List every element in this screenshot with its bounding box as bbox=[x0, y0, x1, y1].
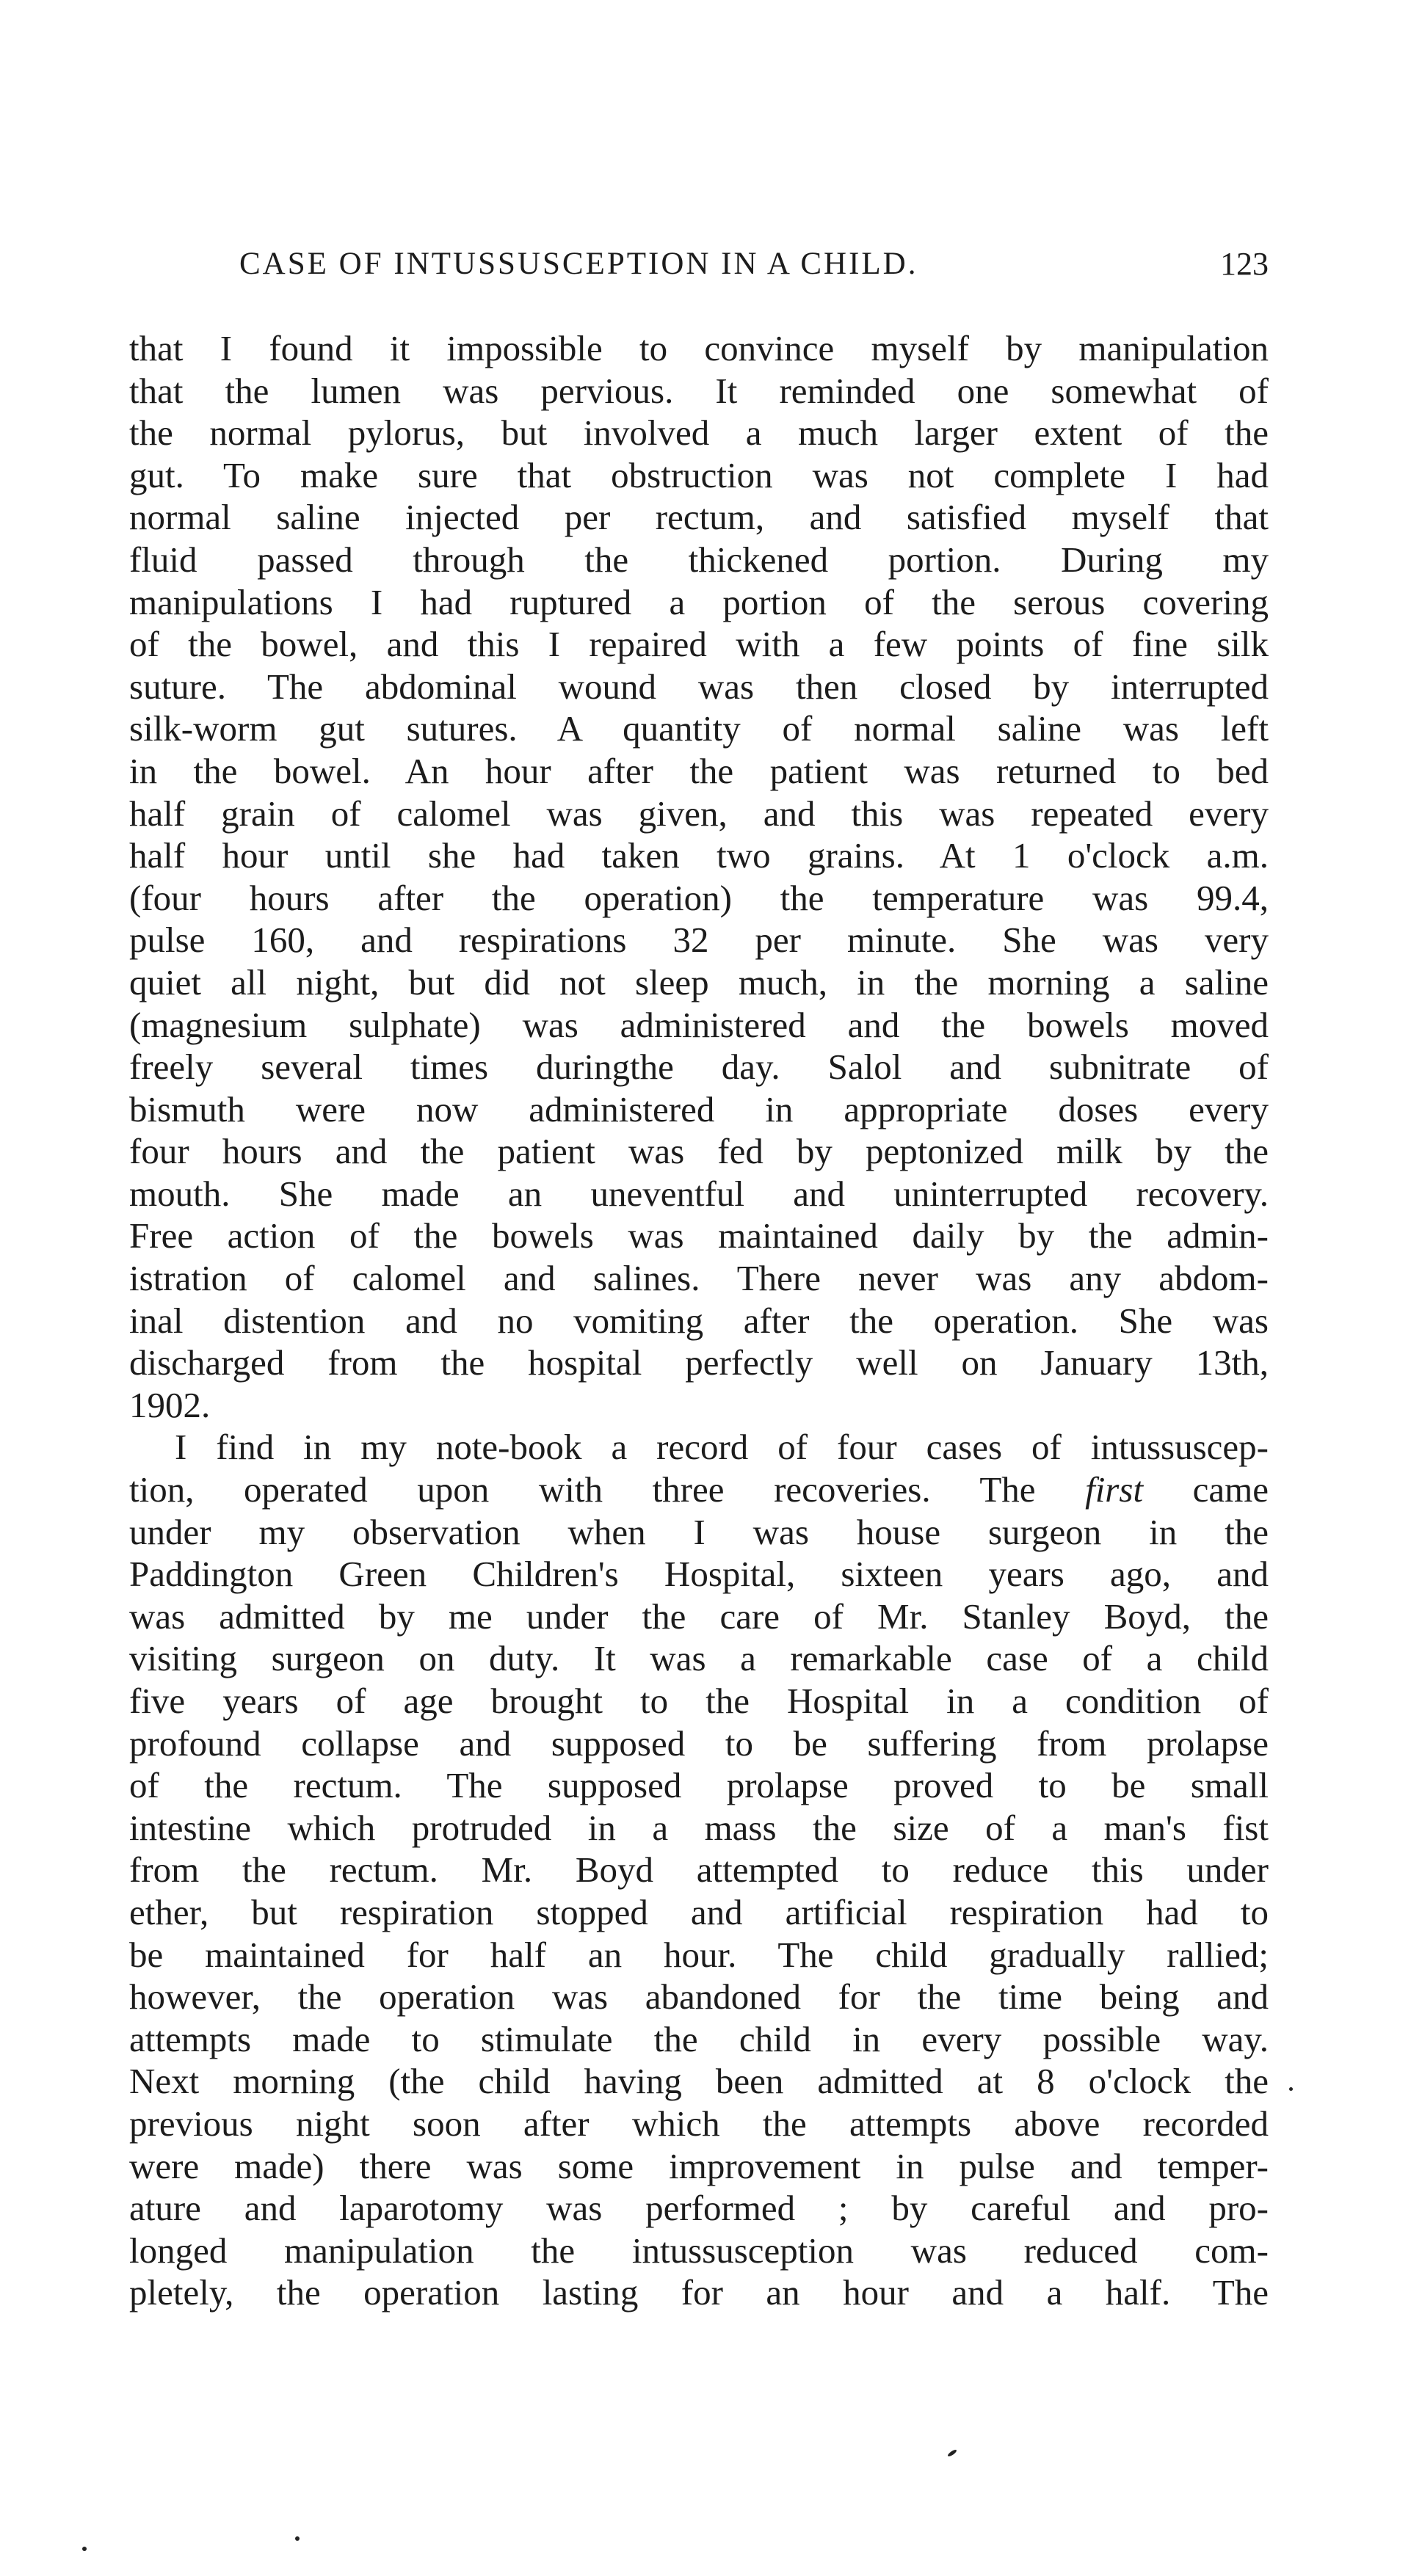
text-line: mouth. She made an uneventful and uninterrupted recovery. bbox=[129, 1173, 1269, 1214]
text-line: attempts made to stimulate the child in every possible way. bbox=[129, 2018, 1269, 2059]
text-line: manipulations I had ruptured a portion of the serous covering bbox=[129, 581, 1269, 622]
text-line: quiet all night, but did not sleep much, in the morning a saline bbox=[129, 961, 1269, 1003]
text-line: four hours and the patient was fed by peptonized milk by the bbox=[129, 1131, 1269, 1172]
text-line: in the bowel. An hour after the patient was returned to bed bbox=[129, 750, 1269, 791]
text-line bbox=[129, 1469, 1269, 1511]
text-line: was admitted by me under the care of Mr. Stanley Boyd, the bbox=[129, 1596, 1269, 1637]
text-line: suture. The abdominal wound was then closed by interrupted bbox=[129, 666, 1269, 707]
text-line: be maintained for half an hour. The child gradually rallied; bbox=[129, 1934, 1269, 1975]
text-line: longed manipulation the intussusception was reduced com- bbox=[129, 2230, 1269, 2271]
running-title: CASE OF INTUSSUSCEPTION IN A CHILD. bbox=[239, 247, 918, 281]
text-run: tion, operated upon with three recoveries. The bbox=[129, 1469, 1036, 1510]
text-line: intestine which protruded in a mass the size of a man's fist bbox=[129, 1807, 1269, 1848]
running-head bbox=[129, 242, 1269, 286]
text-line: that I found it impossible to convince myself by manipulation bbox=[129, 328, 1269, 368]
text-line: however, the operation was abandoned for the time being and bbox=[129, 1976, 1269, 2017]
text-line: of the rectum. The supposed prolapse proved to be small bbox=[129, 1765, 1269, 1806]
text-line: half grain of calomel was given, and this was repeated every bbox=[129, 793, 1269, 834]
body-text bbox=[129, 327, 1269, 2314]
text-line: istration of calomel and salines. There never was any abdom- bbox=[129, 1258, 1269, 1299]
text-line: discharged from the hospital perfectly well on January 13th, bbox=[129, 1342, 1269, 1383]
text-line: fluid passed through the thickened portion. During my bbox=[129, 539, 1269, 580]
text-line: Paddington Green Children's Hospital, sixteen years ago, and bbox=[129, 1554, 1269, 1595]
text-line: pletely, the operation lasting for an hour and a half. The bbox=[129, 2272, 1269, 2313]
text-line: inal distention and no vomiting after the operation. She was bbox=[129, 1300, 1269, 1341]
ink-speck bbox=[947, 2448, 957, 2457]
text-line: ature and laparotomy was performed ; by careful and pro- bbox=[129, 2188, 1269, 2229]
text-line: profound collapse and supposed to be suffering from prolapse bbox=[129, 1722, 1269, 1764]
text-line: Next morning (the child having been admitted at 8 o'clock the bbox=[129, 2061, 1269, 2102]
text-line: half hour until she had taken two grains. At 1 o'clock a.m. bbox=[129, 835, 1269, 876]
text-line: 1902. bbox=[129, 1384, 211, 1425]
text-line: normal saline injected per rectum, and satisfied myself that bbox=[129, 497, 1269, 538]
text-line: previous night soon after which the attempts above recorded bbox=[129, 2103, 1269, 2144]
text-line: were made) there was some improvement in pulse and temper- bbox=[129, 2145, 1269, 2186]
text-line: that the lumen was pervious. It reminded one somewhat of bbox=[129, 370, 1269, 411]
text-line: bismuth were now administered in appropriate doses every bbox=[129, 1088, 1269, 1129]
text-line: (four hours after the operation) the temperature was 99.4, bbox=[129, 877, 1269, 918]
text-line: gut. To make sure that obstruction was not complete I had bbox=[129, 454, 1269, 495]
text-line: the normal pylorus, but involved a much larger extent of the bbox=[129, 412, 1269, 454]
text-run: came bbox=[1192, 1469, 1269, 1510]
text-line: pulse 160, and respirations 32 per minute. She was very bbox=[129, 920, 1269, 961]
page-number: 123 bbox=[1220, 246, 1269, 282]
text-line: under my observation when I was house surgeon in the bbox=[129, 1511, 1269, 1552]
text-line: of the bowel, and this I repaired with a few points of fine silk bbox=[129, 624, 1269, 665]
text-line: from the rectum. Mr. Boyd attempted to reduce this under bbox=[129, 1849, 1269, 1891]
text-line: Free action of the bowels was maintained daily by the admin- bbox=[129, 1215, 1269, 1256]
ink-speck bbox=[295, 2536, 300, 2541]
italic-emphasis: first bbox=[1085, 1469, 1144, 1510]
ink-speck bbox=[1289, 2087, 1293, 2091]
ink-speck bbox=[82, 2547, 87, 2551]
text-line: visiting surgeon on duty. It was a remarkable case of a child bbox=[129, 1638, 1269, 1679]
text-line: freely several times duringthe day. Salol and subnitrate of bbox=[129, 1047, 1269, 1088]
text-line: (magnesium sulphate) was administered and the bowels moved bbox=[129, 1004, 1269, 1045]
text-line: ether, but respiration stopped and artificial respiration had to bbox=[129, 1891, 1269, 1932]
text-line: I find in my note-book a record of four cases of intussuscep- bbox=[175, 1427, 1269, 1468]
text-line: five years of age brought to the Hospital in a condition of bbox=[129, 1681, 1269, 1721]
text-line: silk-worm gut sutures. A quantity of normal saline was left bbox=[129, 708, 1269, 749]
